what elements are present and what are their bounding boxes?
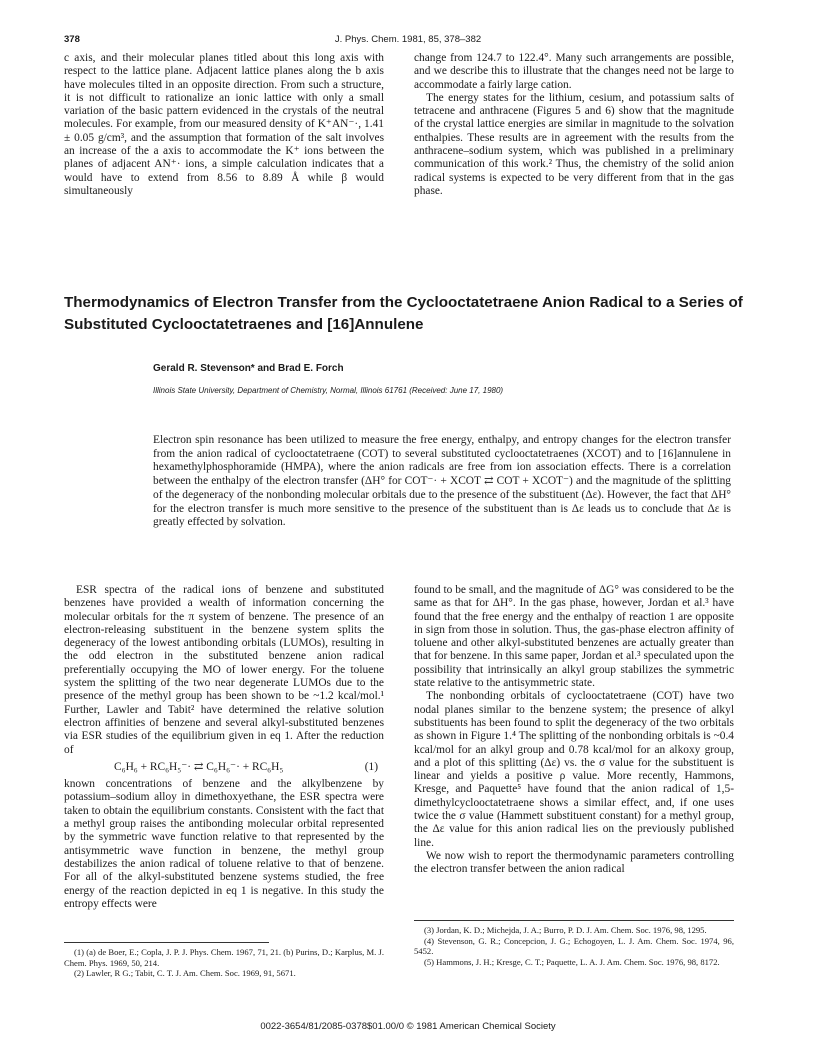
body-paragraph: ESR spectra of the radical ions of benzene and substituted benzenes have provided a wealth of information concerning the molecular orbitals for the π system of benzene. The presence of an electron-releasing substituent in the benzene system splits the degeneracy of the lowest antibonding orbitals (LUMOs), resulting in the odd electron in the substituted benzene anion radical preferentially occupying the MO of lower energy. For the toluene system the splitting of the two near degenerate LUMOs due to the presence of the methyl group has been shown to be ~1.2 kcal/mol.¹ Further, Lawler and Tabit² have determined the relative solution electron affinities of benzene and several alkyl-substituted benzenes via ESR studies of the equilibrium given in eq 1. After the reduction of xyxy=(64,584,384,756)
footnotes-left xyxy=(64,942,384,979)
body-paragraph: known concentrations of benzene and the alkylbenzene by potassium–sodium alloy in dimethoxyethane, the ESR spectra were taken to obtain the equilibrium constants. Consistent with the fact that a methyl group raises the antibonding molecular orbital represented by the symmetric wave function relative to that represented by the antisymmetric wave function in benzene, the methyl group destabilizes the anion radical of toluene relative to that of benzene. For all of the alkyl-substituted benzene systems studied, the free energy of the reaction depicted in eq 1 is negative. In this study the entropy effects were xyxy=(64,778,384,910)
footnote-rule xyxy=(414,920,734,921)
body-right-column xyxy=(414,584,734,877)
continuation-paragraph: c axis, and their molecular planes titled about this long axis with respect to the lattice plane. Adjacent lattice planes along the b axis have molecules tilted in an opposite direction. From such a structure, it is not difficult to rationalize an ionic lattice with only a small variation of the basic pattern evidenced in the crystals of the neutral molecules. For example, from our measured density of K⁺AN⁻·, 1.41 ± 0.05 g/cm³, and the assumption that formation of the salt involves an increase of the a axis to accommodate the K⁺ ions between the planes of adjacent AN⁺· ions, a simple calculation indicates that a would have to extend from 8.56 to 8.89 Å while β would simultaneously xyxy=(64,52,384,197)
footnote: (3) Jordan, K. D.; Michejda, J. A.; Burro, P. D. J. Am. Chem. Soc. 1976, 98, 1295. xyxy=(424,925,707,935)
footnotes-right xyxy=(414,920,734,967)
body-left-column xyxy=(64,584,384,911)
footnote-rule xyxy=(64,942,269,943)
body-paragraph: The nonbonding orbitals of cyclooctatetraene (COT) have two nodal planes similar to the benzene system; the presence of alkyl substituents has been found to split the degeneracy of the two orbitals as shown in Figure 1.⁴ The splitting of the nonbonding orbitals is ~0.4 kcal/mol for an alkyl group and 0.78 kcal/mol for an alkoxy group, and a plot of this splitting (Δε) vs. the σ value for the substituent is linear and yields a positive ρ value. More recently, Hammons, Kresge, and Paquette⁵ have found that the anion radical of 1,5-dimethylcyclooctatetraene shows a similar effect, and, if one uses twice the σ value (Hammett substituent constant) for a methyl group, the Δε value for this anion radical lies on the previously published line. xyxy=(414,690,734,849)
running-header xyxy=(64,34,752,50)
footnote: (4) Stevenson, G. R.; Concepcion, J. G.; Echogoyen, L. J. Am. Chem. Soc. 1974, 96, 5452. xyxy=(414,935,734,957)
equation-1 xyxy=(64,757,384,778)
continuation-paragraph: The energy states for the lithium, cesium, and potassium salts of tetracene and anthracene (Figures 5 and 6) show that the magnitude of the crystal lattice energies are similar in magnitude to the solvation enthalpies. These results are in agreement with the results from the anthracene–sodium system, which was published in a preliminary communication of this work.² Thus, the chemistry of the solid anion radical systems is expected to be very different from that in the gas phase. xyxy=(414,91,734,197)
body-paragraph: We now wish to report the thermodynamic parameters controlling the electron transfer between the anion radical xyxy=(414,849,734,876)
footnote: (5) Hammons, J. H.; Kresge, C. T.; Paquette, L. A. J. Am. Chem. Soc. 1976, 98, 8172. xyxy=(424,956,720,967)
abstract: Electron spin resonance has been utilized to measure the free energy, enthalpy, and entropy changes for the electron transfer from the anion radical of cyclooctatetraene (COT) to several substituted cyclooctatetraenes (XCOT) and to [16]annulene in hexamethylphosphoramide (HMPA), where the anion radicals are free from ion association effects. There is a correlation between the enthalpy of the electron transfer (ΔH° for COT⁻· + XCOT ⇄ COT + XCOT⁻) and the magnitude of the splitting of the degeneracy of the nonbonding molecular orbitals due to the presence of the substituent (Δε). However, the fact that ΔH° for the electron transfer is much more sensitive to the presence of the substituent than is Δε leads us to conclude that Δε is greatly effected by solvation. xyxy=(153,434,731,529)
page-footer: 0022-3654/81/2085-0378$01.00/0 © 1981 American Chemical Society xyxy=(260,1021,556,1032)
continuation-right-column xyxy=(414,52,734,198)
equation-text: C₆H₆ + RC₆H₅⁻· ⇄ C₆H₆⁻· + RC₆H₅ xyxy=(114,760,284,773)
page-number: 378 xyxy=(64,34,80,45)
equation-number: (1) xyxy=(364,760,378,773)
journal-citation: J. Phys. Chem. 1981, 85, 378–382 xyxy=(334,34,482,45)
body-paragraph: found to be small, and the magnitude of ΔG° was considered to be the same as that for ΔH°. In the gas phase, however, Jordan et al.³ have found that the free energy and the enthalpy of reaction 1 are opposite in sign from those in solution. Thus, the gas-phase electron affinity of toluene and other alkyl-substituted benzenes are actually greater than that for benzene. In this same paper, Jordan et al.³ speculated upon the possibility that intrinsically an alkyl group stabilizes the symmetric state relative to the antisymmetric state. xyxy=(414,584,734,690)
footnote: (2) Lawler, R G.; Tabit, C. T. J. Am. Chem. Soc. 1969, 91, 5671. xyxy=(74,968,296,979)
continuation-left-column xyxy=(64,52,384,198)
article-authors: Gerald R. Stevenson* and Brad E. Forch xyxy=(153,363,344,374)
continuation-paragraph: change from 124.7 to 122.4°. Many such arrangements are possible, and we describe this to illustrate that the changes need not be large to accommodate a fairly large cation. xyxy=(414,52,734,91)
footnote: (1) (a) de Boer, E.; Copla, J. P. J. Phys. Chem. 1967, 71, 21. (b) Purins, D.; Karplus, M. J. Chem. Phys. 1969, 50, 214. xyxy=(64,947,384,968)
article-affiliation: Illinois State University, Department of Chemistry, Normal, Illinois 61761 (Received: June 17, 1980) xyxy=(153,386,504,395)
article-title: Thermodynamics of Electron Transfer from the Cyclooctatetraene Anion Radical to a Series of Substituted Cyclooctatetraenes and [16]Annulene xyxy=(64,294,743,333)
